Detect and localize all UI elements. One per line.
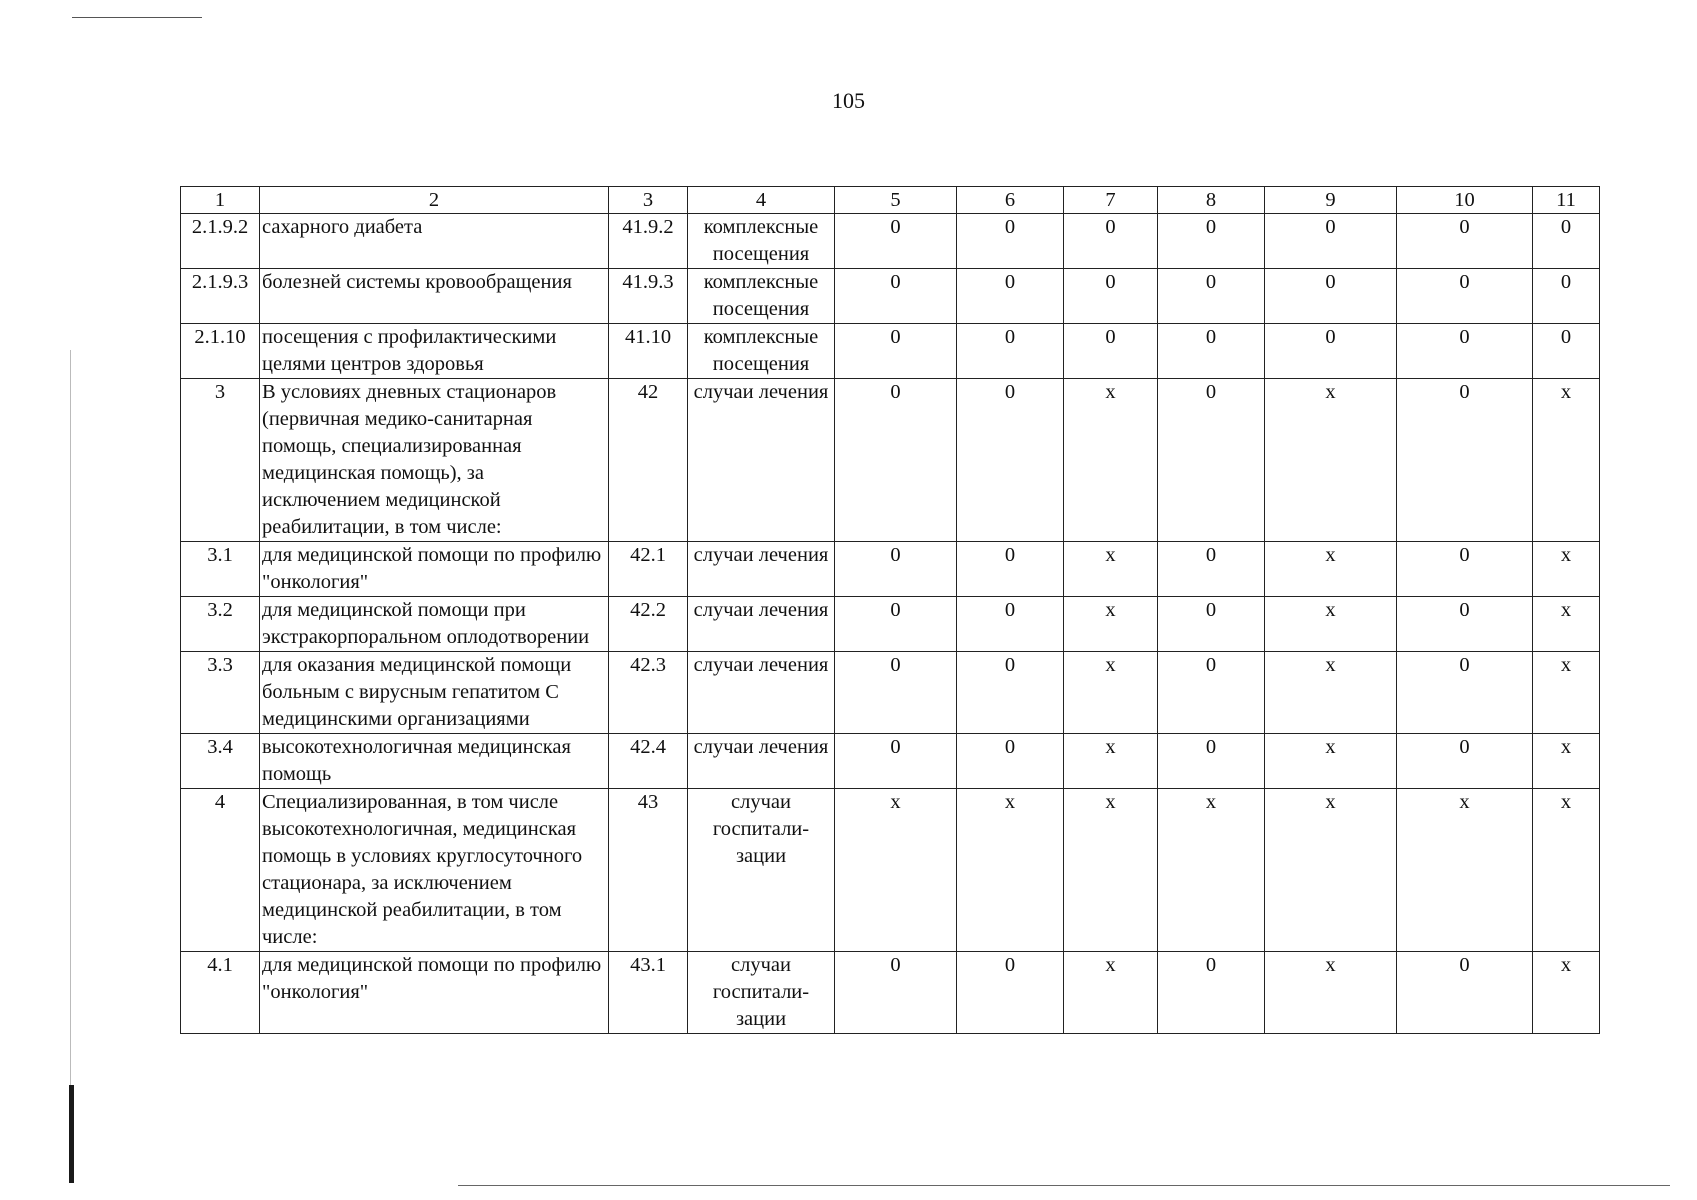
row-value-cell: 0 bbox=[1064, 324, 1158, 379]
row-value-cell: x bbox=[1064, 952, 1158, 1034]
row-value-cell: 0 bbox=[1397, 379, 1533, 542]
row-unit-cell: случаи лечения bbox=[688, 734, 835, 789]
row-value-cell: x bbox=[1265, 597, 1397, 652]
column-header: 8 bbox=[1158, 187, 1265, 214]
row-value-cell: 0 bbox=[1397, 324, 1533, 379]
row-value-cell: 0 bbox=[1533, 269, 1600, 324]
row-value-cell: x bbox=[1064, 597, 1158, 652]
row-value-cell: x bbox=[1533, 379, 1600, 542]
row-unit-cell: комплексные посещения bbox=[688, 214, 835, 269]
row-number-cell: 2.1.9.3 bbox=[181, 269, 260, 324]
row-name-cell: для медицинской помощи при экстракорпоральном оплодотворении bbox=[260, 597, 609, 652]
row-code-cell: 41.9.3 bbox=[609, 269, 688, 324]
row-value-cell: 0 bbox=[835, 652, 957, 734]
row-name-cell: для медицинской помощи по профилю "онкология" bbox=[260, 542, 609, 597]
row-number-cell: 2.1.10 bbox=[181, 324, 260, 379]
row-code-cell: 42 bbox=[609, 379, 688, 542]
row-value-cell: 0 bbox=[835, 269, 957, 324]
row-value-cell: 0 bbox=[1265, 269, 1397, 324]
row-value-cell: 0 bbox=[835, 379, 957, 542]
row-value-cell: x bbox=[1265, 734, 1397, 789]
row-value-cell: x bbox=[1064, 542, 1158, 597]
table-row bbox=[181, 652, 1600, 734]
row-value-cell: 0 bbox=[957, 214, 1064, 269]
row-value-cell: 0 bbox=[1158, 734, 1265, 789]
row-value-cell: x bbox=[1533, 734, 1600, 789]
column-header: 2 bbox=[260, 187, 609, 214]
table-row bbox=[181, 734, 1600, 789]
row-value-cell: 0 bbox=[1158, 652, 1265, 734]
bottom-rule bbox=[458, 1185, 1670, 1186]
row-value-cell: 0 bbox=[957, 652, 1064, 734]
row-code-cell: 42.4 bbox=[609, 734, 688, 789]
row-value-cell: 0 bbox=[1265, 214, 1397, 269]
row-unit-cell: случаи госпитали-зации bbox=[688, 952, 835, 1034]
row-value-cell: 0 bbox=[1158, 324, 1265, 379]
row-value-cell: 0 bbox=[1064, 269, 1158, 324]
row-unit-cell: случаи госпитали-зации bbox=[688, 789, 835, 952]
row-value-cell: x bbox=[1064, 734, 1158, 789]
column-header: 5 bbox=[835, 187, 957, 214]
row-unit-cell: комплексные посещения bbox=[688, 269, 835, 324]
row-value-cell: 0 bbox=[957, 542, 1064, 597]
table-body bbox=[181, 214, 1600, 1034]
top-rule bbox=[72, 17, 202, 18]
row-number-cell: 4 bbox=[181, 789, 260, 952]
row-value-cell: 0 bbox=[1397, 652, 1533, 734]
row-value-cell: 0 bbox=[1533, 324, 1600, 379]
row-number-cell: 4.1 bbox=[181, 952, 260, 1034]
row-unit-cell: случаи лечения bbox=[688, 379, 835, 542]
row-value-cell: 0 bbox=[1158, 952, 1265, 1034]
table-row bbox=[181, 214, 1600, 269]
row-number-cell: 3.1 bbox=[181, 542, 260, 597]
row-name-cell: В условиях дневных стационаров (первичная медико-санитарная помощь, специализированная медицинская помощь), за исключением медицинской реабилитации, в том числе: bbox=[260, 379, 609, 542]
row-value-cell: 0 bbox=[1397, 952, 1533, 1034]
row-code-cell: 41.9.2 bbox=[609, 214, 688, 269]
scan-edge-bar bbox=[69, 1085, 74, 1183]
row-value-cell: 0 bbox=[957, 952, 1064, 1034]
table-row bbox=[181, 269, 1600, 324]
row-value-cell: 0 bbox=[835, 734, 957, 789]
row-name-cell: посещения с профилактическими целями центров здоровья bbox=[260, 324, 609, 379]
row-value-cell: 0 bbox=[957, 324, 1064, 379]
scan-edge-line bbox=[70, 350, 71, 1085]
row-value-cell: 0 bbox=[1397, 734, 1533, 789]
row-unit-cell: случаи лечения bbox=[688, 597, 835, 652]
row-value-cell: x bbox=[1265, 379, 1397, 542]
row-number-cell: 3.2 bbox=[181, 597, 260, 652]
row-value-cell: x bbox=[1533, 652, 1600, 734]
row-value-cell: x bbox=[1265, 789, 1397, 952]
row-value-cell: 0 bbox=[1397, 542, 1533, 597]
row-name-cell: для медицинской помощи по профилю "онкология" bbox=[260, 952, 609, 1034]
table-row bbox=[181, 789, 1600, 952]
row-value-cell: x bbox=[1064, 789, 1158, 952]
row-value-cell: x bbox=[1533, 542, 1600, 597]
row-value-cell: 0 bbox=[957, 734, 1064, 789]
row-value-cell: x bbox=[1265, 952, 1397, 1034]
column-header: 6 bbox=[957, 187, 1064, 214]
row-value-cell: 0 bbox=[1265, 324, 1397, 379]
row-value-cell: 0 bbox=[957, 379, 1064, 542]
row-value-cell: x bbox=[1533, 952, 1600, 1034]
row-value-cell: 0 bbox=[1397, 269, 1533, 324]
row-value-cell: 0 bbox=[1533, 214, 1600, 269]
row-value-cell: x bbox=[1533, 597, 1600, 652]
row-unit-cell: комплексные посещения bbox=[688, 324, 835, 379]
row-code-cell: 42.1 bbox=[609, 542, 688, 597]
column-header: 1 bbox=[181, 187, 260, 214]
row-value-cell: x bbox=[835, 789, 957, 952]
column-header: 11 bbox=[1533, 187, 1600, 214]
data-table bbox=[180, 186, 1600, 1034]
row-code-cell: 43 bbox=[609, 789, 688, 952]
row-number-cell: 3.3 bbox=[181, 652, 260, 734]
row-unit-cell: случаи лечения bbox=[688, 652, 835, 734]
row-name-cell: сахарного диабета bbox=[260, 214, 609, 269]
row-value-cell: 0 bbox=[835, 214, 957, 269]
row-value-cell: x bbox=[1064, 379, 1158, 542]
table-row bbox=[181, 324, 1600, 379]
row-unit-cell: случаи лечения bbox=[688, 542, 835, 597]
column-header: 7 bbox=[1064, 187, 1158, 214]
row-value-cell: 0 bbox=[1158, 597, 1265, 652]
row-code-cell: 42.2 bbox=[609, 597, 688, 652]
row-name-cell: Специализированная, в том числе высокотехнологичная, медицинская помощь в условиях круглосуточного стационара, за исключением медицинской реабилитации, в том числе: bbox=[260, 789, 609, 952]
row-value-cell: x bbox=[1397, 789, 1533, 952]
row-value-cell: x bbox=[1265, 652, 1397, 734]
table-row bbox=[181, 952, 1600, 1034]
row-value-cell: 0 bbox=[957, 597, 1064, 652]
row-value-cell: 0 bbox=[835, 324, 957, 379]
page-number: 105 bbox=[832, 88, 865, 113]
row-value-cell: x bbox=[1064, 652, 1158, 734]
row-value-cell: x bbox=[1265, 542, 1397, 597]
row-number-cell: 3 bbox=[181, 379, 260, 542]
header-row bbox=[181, 187, 1600, 214]
row-value-cell: x bbox=[1533, 789, 1600, 952]
row-name-cell: болезней системы кровообращения bbox=[260, 269, 609, 324]
row-value-cell: 0 bbox=[1397, 214, 1533, 269]
row-value-cell: 0 bbox=[835, 952, 957, 1034]
row-value-cell: 0 bbox=[1158, 379, 1265, 542]
row-value-cell: x bbox=[957, 789, 1064, 952]
row-number-cell: 2.1.9.2 bbox=[181, 214, 260, 269]
row-number-cell: 3.4 bbox=[181, 734, 260, 789]
row-value-cell: x bbox=[1158, 789, 1265, 952]
column-header: 4 bbox=[688, 187, 835, 214]
row-value-cell: 0 bbox=[1064, 214, 1158, 269]
row-code-cell: 43.1 bbox=[609, 952, 688, 1034]
row-value-cell: 0 bbox=[835, 542, 957, 597]
row-code-cell: 41.10 bbox=[609, 324, 688, 379]
table-row bbox=[181, 379, 1600, 542]
row-value-cell: 0 bbox=[1158, 542, 1265, 597]
column-header: 10 bbox=[1397, 187, 1533, 214]
column-header: 9 bbox=[1265, 187, 1397, 214]
row-value-cell: 0 bbox=[957, 269, 1064, 324]
row-value-cell: 0 bbox=[1397, 597, 1533, 652]
column-header: 3 bbox=[609, 187, 688, 214]
table-row bbox=[181, 542, 1600, 597]
table-row bbox=[181, 597, 1600, 652]
row-name-cell: высокотехнологичная медицинская помощь bbox=[260, 734, 609, 789]
row-value-cell: 0 bbox=[1158, 269, 1265, 324]
row-value-cell: 0 bbox=[1158, 214, 1265, 269]
row-value-cell: 0 bbox=[835, 597, 957, 652]
row-name-cell: для оказания медицинской помощи больным с вирусным гепатитом С медицинскими организациями bbox=[260, 652, 609, 734]
row-code-cell: 42.3 bbox=[609, 652, 688, 734]
